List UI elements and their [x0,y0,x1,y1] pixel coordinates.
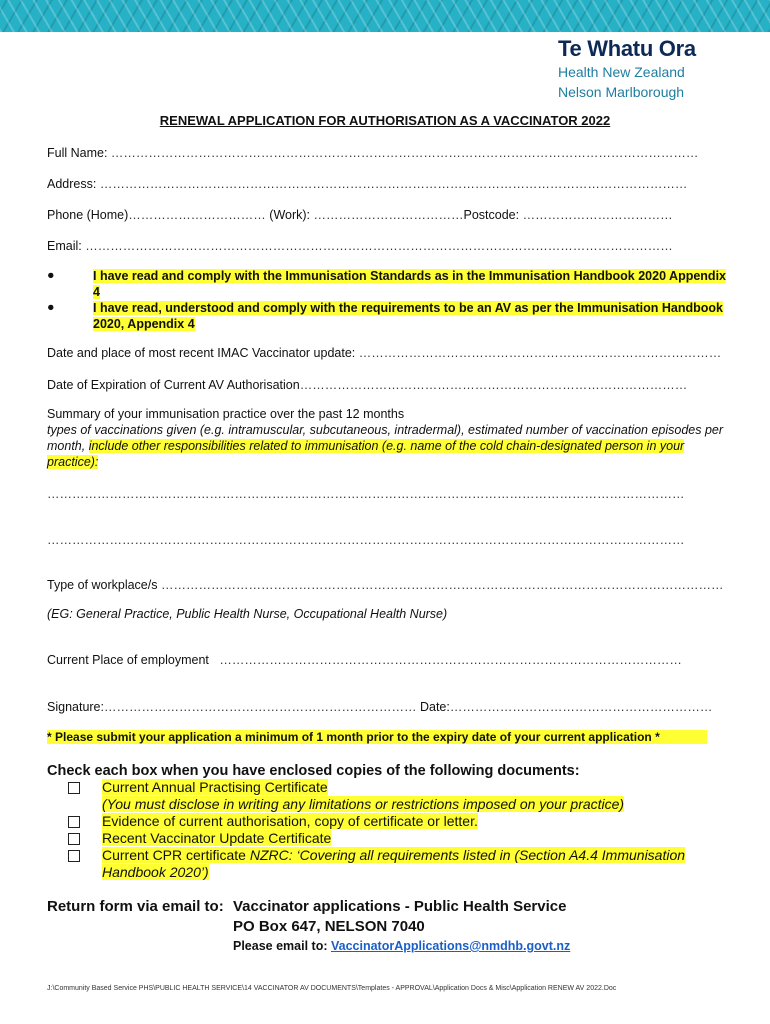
expiry-label: Date of Expiration of Current AV Authorisation [47,378,300,392]
address-label: Address: [47,177,97,191]
submit-note: * Please submit your application a minimum of 1 month prior to the expiry date of your current application * [47,730,707,744]
checklist-item-update: Recent Vaccinator Update Certificate [102,830,332,846]
email-label: Email: [47,239,82,253]
phone-home-label: Phone (Home) [47,208,129,222]
cpr-checkbox[interactable] [68,850,80,862]
full-name-field[interactable]: Full Name: …………………………………………………………………………………………………………………………… [47,146,699,160]
file-path-footer: J:\Community Based Service PHS\PUBLIC HEALTH SERVICE\14 VACCINATOR AV DOCUMENTS\Templates - APPROVAL\Application Docs & Misc\Application RENEW AV 2022.Doc [47,985,617,992]
return-address-line1: Vaccinator applications - Public Health Service [233,898,567,915]
checklist-item-authorisation: Evidence of current authorisation, copy of certificate or letter. [102,813,478,829]
summary-instructions: types of vaccinations given (e.g. intramuscular, subcutaneous, intradermal), estimated number of vaccination episodes per month, [47,423,724,453]
return-address-line2: PO Box 647, NELSON 7040 [233,918,425,935]
phone-work-label: (Work): [269,208,311,222]
imac-label: Date and place of most recent IMAC Vaccinator update: [47,346,356,360]
checklist-heading: Check each box when you have enclosed copies of the following documents: [47,763,580,779]
logo [558,36,758,100]
address-field[interactable]: Address: …………………………………………………………………………………………………………………………… [47,177,688,191]
list-item [47,300,727,332]
logo-title: Te Whatu Ora [558,36,696,61]
document-checklist [60,779,750,881]
logo-region: Nelson Marlborough [558,84,685,100]
employment-label: Current Place of employment [47,653,209,667]
signature-label: Signature: [47,700,104,714]
workplace-field[interactable]: Type of workplace/s ……………………………………………………………………………………………………………………… [47,578,724,592]
summary-heading: Summary of your immunisation practice over the past 12 months [47,407,405,421]
date-label: Date: [419,700,450,714]
bullet-icon: ● [47,300,55,314]
list-item [60,813,750,830]
return-label: Return form via email to: [47,898,224,915]
workplace-label: Type of workplace/s [47,578,158,592]
logo-subtitle: Health New Zealand [558,64,685,80]
employment-field[interactable]: Current Place of employment ………………………………………………………………………………………………… [47,653,682,667]
cpr-note: NZRC: ‘Covering all requirements listed in (Section A4.4 Immunisation Handbook 2020’) [102,847,686,880]
checklist-item-apc: Current Annual Practising Certificate [102,779,328,795]
signature-field[interactable]: Signature:………………………………………………………………… Date:……………………………………………………… [47,700,713,714]
summary-line-2[interactable]: ……………………………………………………………………………………………………………………………………… [47,533,685,547]
update-certificate-checkbox[interactable] [68,833,80,845]
workplace-example: (EG: General Practice, Public Health Nurse, Occupational Health Nurse) [47,607,448,621]
declaration-list [47,268,727,332]
summary-highlight: include other responsibilities related to immunisation (e.g. name of the cold chain-designated person in your practice): [47,439,685,469]
top-banner [0,0,770,32]
authorisation-checkbox[interactable] [68,816,80,828]
phone-field[interactable]: Phone (Home)…………………………… (Work): ………………………………Postcode: ……………………………… [47,208,673,222]
apc-checkbox[interactable] [68,782,80,794]
return-email-line [233,939,570,953]
imac-field[interactable]: Date and place of most recent IMAC Vaccinator update: …………………………………………………………………………… [47,346,722,360]
summary-line-1[interactable]: ……………………………………………………………………………………………………………………………………… [47,487,685,501]
list-item [60,779,750,796]
list-item [60,847,750,881]
email-field[interactable]: Email: …………………………………………………………………………………………………………………………… [47,239,673,253]
list-item [60,796,750,813]
declaration-2: I have read, understood and comply with the requirements to be an AV as per the Immunisation Handbook 2020, Appendix 4 [93,301,723,331]
email-prefix: Please email to: [233,939,328,953]
page-title: RENEWAL APPLICATION FOR AUTHORISATION AS A VACCINATOR 2022 [159,113,611,128]
email-link[interactable]: VaccinatorApplications@nmdhb.govt.nz [330,939,571,953]
bullet-icon: ● [47,268,55,282]
declaration-1: I have read and comply with the Immunisation Standards as in the Immunisation Handbook 2020 Appendix 4 [93,269,726,299]
expiry-field[interactable]: Date of Expiration of Current AV Authorisation………………………………………………………………………………… [47,378,688,392]
list-item [47,268,727,300]
full-name-label: Full Name: [47,146,108,160]
postcode-label: Postcode: [463,208,520,222]
checklist-item-cpr: Current CPR certificate [102,847,246,863]
list-item [60,830,750,847]
practice-summary [47,406,727,470]
apc-note: (You must disclose in writing any limitations or restrictions imposed on your practice) [102,796,625,812]
